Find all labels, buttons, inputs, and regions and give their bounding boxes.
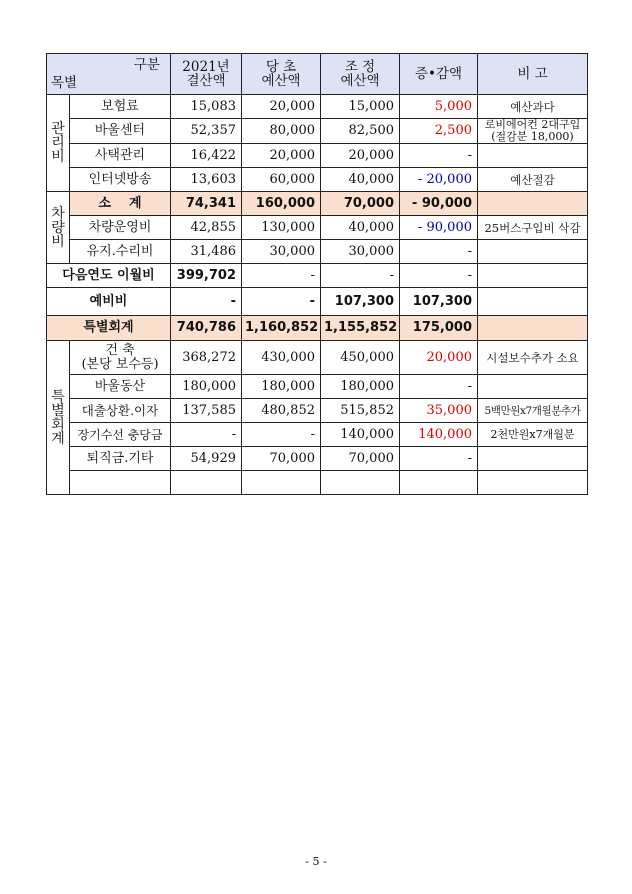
- settle-cell: -: [171, 423, 242, 447]
- diff-cell: - 90,000: [400, 216, 478, 240]
- table-row: [47, 447, 588, 471]
- item-cell: 퇴직금.기타: [70, 447, 171, 471]
- remark-cell: [478, 375, 588, 399]
- orig-cell: 480,852: [242, 399, 321, 423]
- item-cell: 바울센터: [70, 119, 171, 144]
- table-row: [47, 144, 588, 168]
- adj-cell: 515,852: [321, 399, 400, 423]
- empty-cell: [321, 471, 400, 495]
- corner-header-bottom: 목별: [51, 75, 78, 91]
- orig-cell: 60,000: [242, 168, 321, 192]
- settle-cell: 31,486: [171, 240, 242, 264]
- adj-cell: 180,000: [321, 375, 400, 399]
- item-cell: 대출상환.이자: [70, 399, 171, 423]
- adj-cell: 140,000: [321, 423, 400, 447]
- item-cell: 예비비: [47, 288, 171, 316]
- item-cell: 건 축 (본당 보수등): [70, 341, 171, 375]
- settle-cell: 137,585: [171, 399, 242, 423]
- item-cell: 소 계: [70, 192, 171, 216]
- remark-header: 비 고: [478, 54, 588, 95]
- remark-cell: [478, 288, 588, 316]
- group-label-mgmt: 관 리 비: [47, 95, 70, 192]
- diff-cell: 20,000: [400, 341, 478, 375]
- table-row: [47, 95, 588, 119]
- adj-cell: 1,155,852: [321, 316, 400, 341]
- adj-cell: -: [321, 264, 400, 288]
- orig-cell: -: [242, 288, 321, 316]
- settle-header: 2021년 결산액: [171, 54, 242, 95]
- diff-header: 증•감액: [400, 54, 478, 95]
- remark-cell: [478, 447, 588, 471]
- remark-cell: 로비에어컨 2대구입 (절감분 18,000): [478, 119, 588, 144]
- adj-cell: 82,500: [321, 119, 400, 144]
- settle-cell: 399,702: [171, 264, 242, 288]
- orig-cell: -: [242, 264, 321, 288]
- adj-cell: 20,000: [321, 144, 400, 168]
- diff-cell: -: [400, 240, 478, 264]
- orig-cell: 130,000: [242, 216, 321, 240]
- item-cell: 유지.수리비: [70, 240, 171, 264]
- table-row: [47, 168, 588, 192]
- page-number: - 5 -: [305, 855, 327, 868]
- table-row: [47, 288, 588, 316]
- adj-cell: 40,000: [321, 168, 400, 192]
- orig-cell: 20,000: [242, 144, 321, 168]
- adj-cell: 40,000: [321, 216, 400, 240]
- orig-cell: 70,000: [242, 447, 321, 471]
- diff-cell: 5,000: [400, 95, 478, 119]
- settle-cell: 52,357: [171, 119, 242, 144]
- item-cell: 바울동산: [70, 375, 171, 399]
- remark-cell: [478, 144, 588, 168]
- table-row: [47, 216, 588, 240]
- table-row: [47, 264, 588, 288]
- adj-cell: 15,000: [321, 95, 400, 119]
- adj-cell: 70,000: [321, 192, 400, 216]
- orig-cell: 180,000: [242, 375, 321, 399]
- group-label-vehicle: 차 량 비: [47, 192, 70, 264]
- remark-cell: 예산과다: [478, 95, 588, 119]
- budget-table: [46, 53, 588, 495]
- orig-cell: 80,000: [242, 119, 321, 144]
- remark-cell: 2천만원x7개월분: [478, 423, 588, 447]
- orig-cell: 430,000: [242, 341, 321, 375]
- table-row: [47, 341, 588, 375]
- corner-header-cell: [47, 54, 171, 95]
- diff-cell: 2,500: [400, 119, 478, 144]
- table-row: [47, 423, 588, 447]
- settle-cell: -: [171, 288, 242, 316]
- subtotal-row: [47, 316, 588, 341]
- remark-cell: [478, 316, 588, 341]
- adj-cell: 107,300: [321, 288, 400, 316]
- diff-cell: 107,300: [400, 288, 478, 316]
- settle-cell: 368,272: [171, 341, 242, 375]
- group-label-special: 특 별 회 계: [47, 341, 70, 495]
- adj-cell: 70,000: [321, 447, 400, 471]
- adj-cell: 30,000: [321, 240, 400, 264]
- table-row: [47, 119, 588, 144]
- settle-cell: 16,422: [171, 144, 242, 168]
- item-cell: 장기수선 충당금: [70, 423, 171, 447]
- diff-cell: - 90,000: [400, 192, 478, 216]
- settle-cell: 54,929: [171, 447, 242, 471]
- remark-cell: 시설보수추가 소요: [478, 341, 588, 375]
- orig-header: 당 초 예산액: [242, 54, 321, 95]
- remark-cell: 5백만원x7개월분추가: [478, 399, 588, 423]
- diff-cell: -: [400, 144, 478, 168]
- orig-cell: 1,160,852: [242, 316, 321, 341]
- diff-cell: 35,000: [400, 399, 478, 423]
- item-cell: 인터넷방송: [70, 168, 171, 192]
- orig-cell: -: [242, 423, 321, 447]
- remark-cell: 예산절감: [478, 168, 588, 192]
- diff-cell: -: [400, 264, 478, 288]
- empty-cell: [171, 471, 242, 495]
- settle-cell: 13,603: [171, 168, 242, 192]
- table-row: [47, 375, 588, 399]
- adj-header: 조 정 예산액: [321, 54, 400, 95]
- diff-cell: - 20,000: [400, 168, 478, 192]
- item-cell: 특별회계: [47, 316, 171, 341]
- item-cell: 보험료: [70, 95, 171, 119]
- settle-cell: 180,000: [171, 375, 242, 399]
- header-row: [47, 54, 588, 95]
- empty-cell: [70, 471, 171, 495]
- diff-cell: -: [400, 375, 478, 399]
- item-cell: 사택관리: [70, 144, 171, 168]
- remark-cell: [478, 192, 588, 216]
- subtotal-row: [47, 192, 588, 216]
- diff-cell: -: [400, 447, 478, 471]
- adj-cell: 450,000: [321, 341, 400, 375]
- diff-cell: 140,000: [400, 423, 478, 447]
- empty-row: [47, 471, 588, 495]
- empty-cell: [400, 471, 478, 495]
- remark-cell: 25버스구입비 삭감: [478, 216, 588, 240]
- empty-cell: [242, 471, 321, 495]
- settle-cell: 740,786: [171, 316, 242, 341]
- diff-cell: 175,000: [400, 316, 478, 341]
- orig-cell: 20,000: [242, 95, 321, 119]
- corner-header-top: 구분: [133, 57, 160, 73]
- settle-cell: 15,083: [171, 95, 242, 119]
- settle-cell: 74,341: [171, 192, 242, 216]
- empty-cell: [478, 471, 588, 495]
- remark-cell: [478, 240, 588, 264]
- settle-cell: 42,855: [171, 216, 242, 240]
- table-row: [47, 399, 588, 423]
- table-row: [47, 240, 588, 264]
- item-cell: 차량운영비: [70, 216, 171, 240]
- remark-cell: [478, 264, 588, 288]
- item-cell: 다음연도 이월비: [47, 264, 171, 288]
- orig-cell: 30,000: [242, 240, 321, 264]
- orig-cell: 160,000: [242, 192, 321, 216]
